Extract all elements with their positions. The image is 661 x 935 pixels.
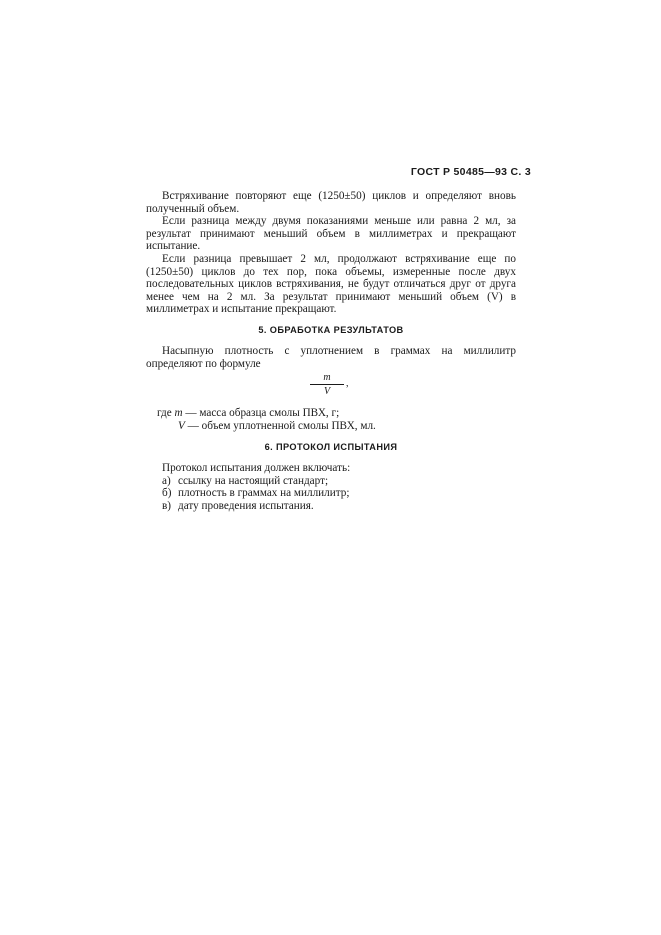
formula-legend [157, 407, 376, 432]
density-formula [310, 372, 360, 397]
legend-line-m [157, 407, 376, 420]
list-item-mark: а) [162, 474, 171, 487]
legend-v-description: — объем уплотненной смолы ПВХ, мл. [184, 419, 376, 432]
section-5-title: 5. ОБРАБОТКА РЕЗУЛЬТАТОВ [258, 325, 404, 335]
list-item-mark: б) [162, 487, 172, 500]
protocol-list [162, 462, 350, 512]
list-item-text: плотность в граммах на миллилитр; [178, 487, 350, 500]
legend-v-symbol: V [178, 419, 185, 432]
formula-denominator: V [323, 386, 331, 397]
section-6-title: 6. ПРОТОКОЛ ИСПЫТАНИЯ [264, 442, 398, 452]
list-item-text: дату проведения испытания. [178, 499, 314, 512]
list-item [162, 487, 350, 500]
legend-prefix: где [157, 407, 172, 419]
paragraph-difference-large: Если разница превышает 2 мл, продолжают встряхивание еще по (1250±50) циклов до тех пор, пока объемы, измеренные после двух последовательных циклов встряхивания, не будут отличаться друг от друга менее чем на 2 мл. За результат принимают меньший объем (V) в миллиметрах и испытание прекращают. [146, 252, 516, 316]
list-item [162, 500, 350, 513]
paragraph-repeat-shaking: Встряхивание повторяют еще (1250±50) циклов и определяют вновь полученный объем. [146, 190, 516, 215]
list-item-text: ссылку на настоящий стандарт; [178, 474, 329, 487]
page-header: ГОСТ Р 50485—93 С. 3 [410, 166, 531, 178]
list-item-mark: в) [162, 499, 172, 512]
legend-m-description: — масса образца смолы ПВХ, г; [182, 407, 340, 419]
legend-line-v [157, 420, 376, 433]
legend-m-symbol: m [174, 407, 183, 419]
formula-fraction-bar [310, 384, 344, 385]
paragraph-difference-small: Если разница между двумя показаниями меньше или равна 2 мл, за результат принимают меньший объем в миллиметрах и прекращают испытание. [146, 215, 516, 253]
list-item [162, 475, 350, 488]
section-5-intro [146, 345, 516, 370]
section-4-continuation [146, 190, 516, 316]
formula-comma: , [346, 378, 349, 389]
paragraph-density-intro: Насыпную плотность с уплотнением в граммах на миллилитр определяют по формуле [146, 345, 516, 370]
protocol-intro: Протокол испытания должен включать: [162, 462, 351, 474]
formula-numerator: m [323, 372, 331, 383]
